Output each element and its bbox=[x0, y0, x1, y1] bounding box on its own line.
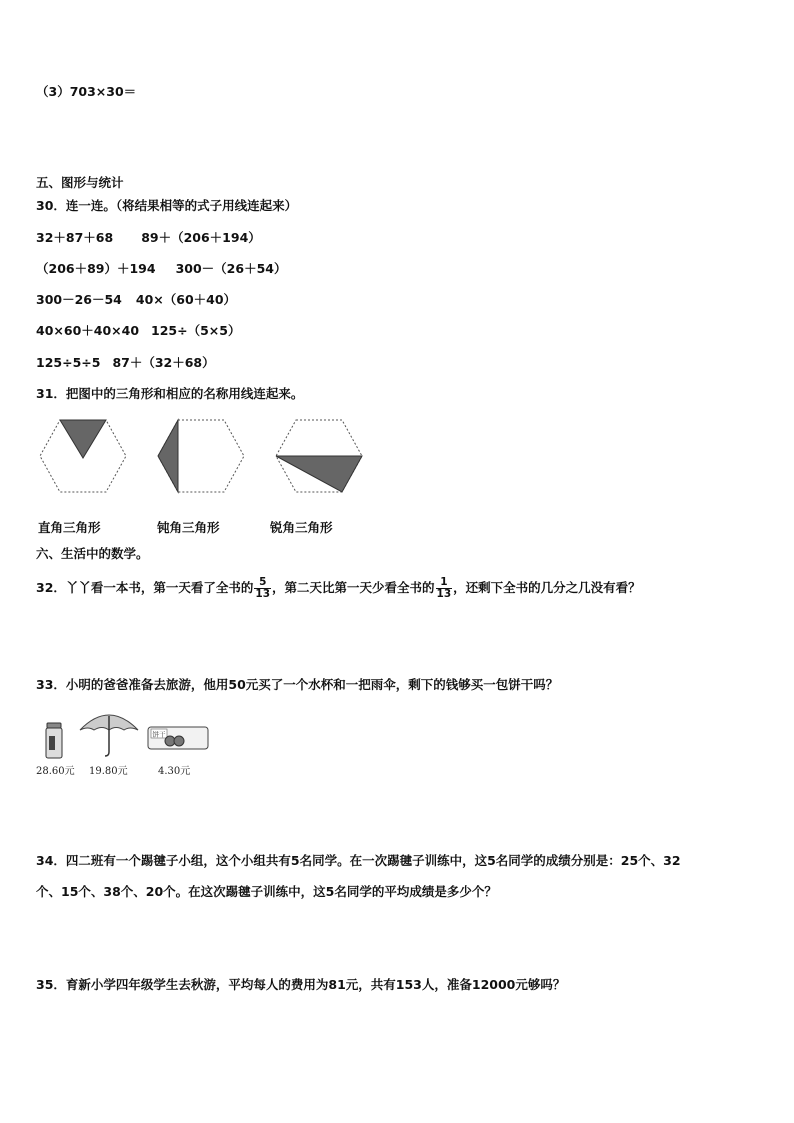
question-35: 35．育新小学四年级学生去秋游，平均每人的费用为81元，共有153人，准备12000元够吗？ bbox=[36, 977, 566, 992]
expression-right: 89＋（206＋194） bbox=[141, 230, 261, 245]
triangle-label-acute: 锐角三角形 bbox=[270, 520, 333, 535]
expression-row bbox=[36, 323, 240, 339]
price-cup: 28.60元 bbox=[36, 766, 75, 777]
expression-row bbox=[36, 261, 286, 277]
expression-right: 40×（60＋40） bbox=[135, 292, 237, 307]
section-title-6: 六、生活中的数学。 bbox=[36, 546, 149, 561]
biscuit-package-label: 饼干 bbox=[152, 730, 166, 739]
question-34-line1: 34．四二班有一个踢毽子小组，这个小组共有5名同学。在一次踢毽子训练中，这5名同学的成绩分别是：25个、32 bbox=[36, 853, 681, 868]
expression-left: 300－26－54 bbox=[36, 292, 122, 307]
hexagon-right-triangle-figure bbox=[38, 418, 128, 496]
question-34-line2: 个、15个、38个、20个。在这次踢毽子训练中，这5名同学的平均成绩是多少个？ bbox=[36, 884, 497, 899]
fraction-1-13 bbox=[436, 577, 453, 600]
expression-row bbox=[36, 292, 236, 308]
fraction-5-13 bbox=[254, 577, 271, 600]
question-33: 33．小明的爸爸准备去旅游，他用50元买了一个水杯和一把雨伞，剩下的钱够买一包饼干吗？ bbox=[36, 677, 559, 692]
section-title-5: 五、图形与统计 bbox=[36, 175, 124, 190]
expression-row bbox=[36, 230, 261, 246]
price-umbrella: 19.80元 bbox=[89, 766, 128, 777]
hexagon-obtuse-triangle-figure bbox=[156, 418, 246, 496]
biscuit-icon bbox=[146, 724, 210, 752]
triangle-label-right: 直角三角形 bbox=[38, 520, 101, 535]
fraction-numerator: 1 bbox=[436, 577, 453, 589]
expression-left: 40×60＋40×40 bbox=[36, 323, 140, 338]
expression-left: 32＋87＋68 bbox=[36, 230, 114, 245]
expression-right: 125÷（5×5） bbox=[151, 323, 241, 338]
umbrella-icon bbox=[78, 708, 140, 758]
expression-left: （206＋89）＋194 bbox=[36, 261, 156, 276]
question-32-part1: 32．丫丫看一本书，第一天看了全书的 bbox=[36, 580, 254, 595]
question-32-part2: ，第二天比第一天少看全书的 bbox=[272, 580, 435, 595]
expression-right: 87＋（32＋68） bbox=[112, 355, 215, 370]
fraction-denominator: 13 bbox=[255, 588, 271, 600]
cup-icon bbox=[44, 722, 64, 760]
expression-right: 300－（26＋54） bbox=[175, 261, 287, 276]
expression-row bbox=[36, 355, 215, 371]
question-32 bbox=[36, 577, 641, 600]
question-29-3: （3）703×30＝ bbox=[36, 84, 137, 99]
expression-left: 125÷5÷5 bbox=[36, 355, 101, 370]
hexagon-acute-triangle-figure bbox=[274, 418, 364, 496]
question-32-part3: ，还剩下全书的几分之几没有看？ bbox=[453, 580, 641, 595]
triangle-label-obtuse: 钝角三角形 bbox=[157, 520, 220, 535]
question-31-title: 31．把图中的三角形和相应的名称用线连起来。 bbox=[36, 386, 304, 401]
fraction-numerator: 5 bbox=[254, 577, 271, 589]
fraction-denominator: 13 bbox=[436, 588, 452, 600]
question-30-title: 30．连一连。（将结果相等的式子用线连起来） bbox=[36, 198, 298, 213]
price-biscuit: 4.30元 bbox=[158, 766, 191, 777]
